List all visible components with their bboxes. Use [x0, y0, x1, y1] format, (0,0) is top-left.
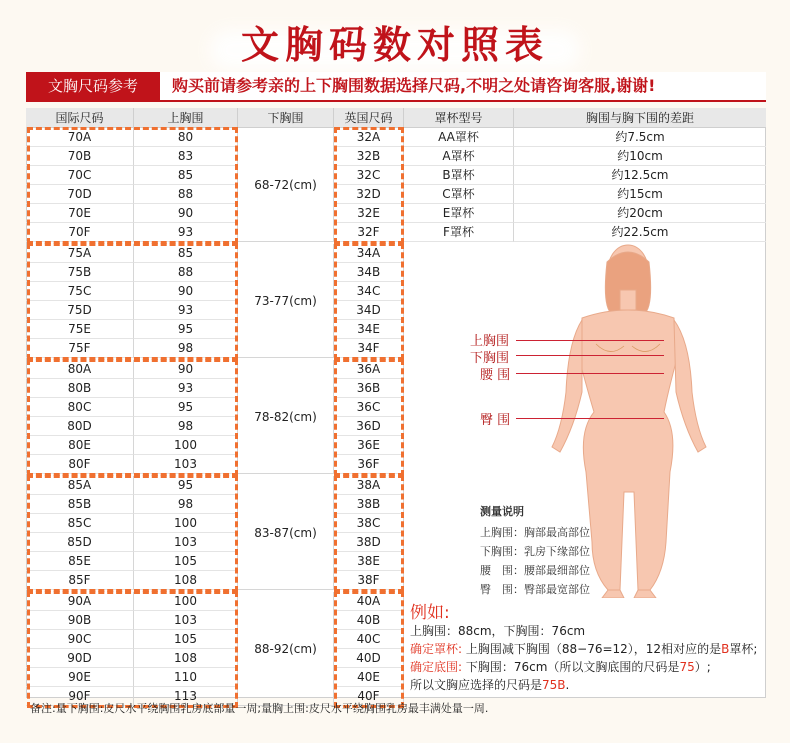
upper-bust-cell: 113	[134, 687, 238, 706]
upper-bust-cell: 85	[134, 244, 238, 263]
intl-size-cell: 85C	[26, 514, 134, 533]
uk-size-cell: 40E	[334, 668, 404, 687]
intl-size-cell: 85A	[26, 476, 134, 495]
cup-type-cell: C罩杯	[404, 185, 514, 204]
upper-bust-line	[516, 340, 664, 341]
example-heading: 例如:	[410, 603, 450, 623]
upper-bust-cell: 100	[134, 436, 238, 455]
uk-size-cell: 32B	[334, 147, 404, 166]
example-line2-cup: B	[721, 642, 730, 656]
upper-bust-cell: 100	[134, 592, 238, 611]
intl-size-cell: 75D	[26, 301, 134, 320]
uk-size-cell: 34A	[334, 244, 404, 263]
example-line2	[410, 640, 757, 657]
under-bust-cell: 88-92(cm)	[238, 592, 334, 706]
upper-bust-cell: 105	[134, 552, 238, 571]
uk-size-cell: 38E	[334, 552, 404, 571]
uk-size-cell: 36D	[334, 417, 404, 436]
upper-bust-cell: 98	[134, 339, 238, 358]
under-bust-label: 下胸围	[470, 351, 510, 366]
example-line4-text: 所以文胸应选择的尺码是	[410, 678, 543, 692]
legend-title: 测量说明	[480, 505, 524, 518]
example-line4-value: 75B	[542, 678, 566, 692]
uk-size-cell: 40F	[334, 687, 404, 706]
uk-size-cell: 34E	[334, 320, 404, 339]
uk-size-cell: 36F	[334, 455, 404, 474]
cup-type-cell: F罩杯	[404, 223, 514, 242]
upper-bust-cell: 95	[134, 398, 238, 417]
under-bust-cell: 83-87(cm)	[238, 476, 334, 590]
upper-bust-cell: 90	[134, 204, 238, 223]
example-line3-value: 75	[679, 660, 695, 674]
uk-size-cell: 36E	[334, 436, 404, 455]
upper-bust-cell: 103	[134, 455, 238, 474]
difference-cell: 约12.5cm	[514, 166, 766, 185]
uk-size-cell: 38A	[334, 476, 404, 495]
uk-size-cell: 34F	[334, 339, 404, 358]
upper-bust-cell: 85	[134, 166, 238, 185]
hip-label: 臀 围	[480, 413, 511, 428]
column-header-intl-size: 国际尺码	[26, 108, 134, 128]
intl-size-cell: 75A	[26, 244, 134, 263]
legend-waist: 腰 围：腰部最细部位	[480, 564, 590, 577]
upper-bust-cell: 110	[134, 668, 238, 687]
upper-bust-cell: 108	[134, 571, 238, 590]
header-tab: 文胸尺码参考	[26, 72, 160, 100]
intl-size-cell: 80C	[26, 398, 134, 417]
uk-size-cell: 32E	[334, 204, 404, 223]
example-line3-tail: ）;	[694, 660, 711, 674]
uk-size-cell: 34C	[334, 282, 404, 301]
difference-cell: 约15cm	[514, 185, 766, 204]
under-bust-cell: 73-77(cm)	[238, 244, 334, 358]
waist-line	[516, 373, 664, 374]
upper-bust-cell: 93	[134, 379, 238, 398]
intl-size-cell: 85E	[26, 552, 134, 571]
intl-size-cell: 80D	[26, 417, 134, 436]
intl-size-cell: 90E	[26, 668, 134, 687]
upper-bust-cell: 95	[134, 320, 238, 339]
column-header-under-bust: 下胸围	[238, 108, 334, 128]
uk-size-cell: 38F	[334, 571, 404, 590]
column-header-upper-bust: 上胸围	[134, 108, 238, 128]
uk-size-cell: 40D	[334, 649, 404, 668]
upper-bust-cell: 90	[134, 282, 238, 301]
upper-bust-cell: 93	[134, 301, 238, 320]
intl-size-cell: 90A	[26, 592, 134, 611]
column-header-difference: 胸围与胸下围的差距	[514, 108, 766, 128]
difference-cell: 约20cm	[514, 204, 766, 223]
example-line2-tail: 罩杯;	[729, 642, 758, 656]
header-note: 购买前请参考亲的上下胸围数据选择尺码,不明之处请咨询客服,谢谢!	[172, 76, 656, 95]
intl-size-cell: 70A	[26, 128, 134, 147]
upper-bust-cell: 88	[134, 263, 238, 282]
page-title: 文胸码数对照表	[240, 22, 549, 67]
under-bust-cell: 78-82(cm)	[238, 360, 334, 474]
intl-size-cell: 70E	[26, 204, 134, 223]
cup-type-cell: AA罩杯	[404, 128, 514, 147]
column-header-cup-type: 罩杯型号	[404, 108, 514, 128]
uk-size-cell: 36A	[334, 360, 404, 379]
example-line3-text: 下胸围：76cm（所以文胸底围的尺码是	[465, 660, 680, 674]
example-line4-tail: .	[565, 678, 570, 692]
uk-size-cell: 32F	[334, 223, 404, 242]
uk-size-cell: 40C	[334, 630, 404, 649]
upper-bust-cell: 108	[134, 649, 238, 668]
intl-size-cell: 85D	[26, 533, 134, 552]
example-line2-label: 确定罩杯:	[410, 642, 463, 656]
intl-size-cell: 75B	[26, 263, 134, 282]
uk-size-cell: 40A	[334, 592, 404, 611]
intl-size-cell: 90D	[26, 649, 134, 668]
uk-size-cell: 32C	[334, 166, 404, 185]
uk-size-cell: 36B	[334, 379, 404, 398]
cup-type-cell: A罩杯	[404, 147, 514, 166]
uk-size-cell: 38C	[334, 514, 404, 533]
upper-bust-cell: 83	[134, 147, 238, 166]
uk-size-cell: 38B	[334, 495, 404, 514]
difference-cell: 约10cm	[514, 147, 766, 166]
under-bust-cell: 68-72(cm)	[238, 128, 334, 242]
upper-bust-cell: 95	[134, 476, 238, 495]
intl-size-cell: 80E	[26, 436, 134, 455]
intl-size-cell: 70D	[26, 185, 134, 204]
example-line1: 上胸围：88cm，下胸围：76cm	[410, 624, 586, 638]
upper-bust-cell: 98	[134, 495, 238, 514]
intl-size-cell: 80F	[26, 455, 134, 474]
intl-size-cell: 90F	[26, 687, 134, 706]
upper-bust-cell: 80	[134, 128, 238, 147]
upper-bust-cell: 90	[134, 360, 238, 379]
waist-label: 腰 围	[480, 368, 511, 383]
hip-line	[516, 418, 664, 419]
upper-bust-cell: 105	[134, 630, 238, 649]
uk-size-cell: 34D	[334, 301, 404, 320]
difference-cell: 约7.5cm	[514, 128, 766, 147]
uk-size-cell: 32A	[334, 128, 404, 147]
uk-size-cell: 34B	[334, 263, 404, 282]
intl-size-cell: 70B	[26, 147, 134, 166]
upper-bust-cell: 93	[134, 223, 238, 242]
legend-upper: 上胸围：胸部最高部位	[480, 526, 590, 539]
upper-bust-cell: 98	[134, 417, 238, 436]
intl-size-cell: 70C	[26, 166, 134, 185]
cup-type-cell: B罩杯	[404, 166, 514, 185]
intl-size-cell: 75C	[26, 282, 134, 301]
uk-size-cell: 36C	[334, 398, 404, 417]
under-bust-line	[516, 355, 664, 356]
intl-size-cell: 80A	[26, 360, 134, 379]
uk-size-cell: 40B	[334, 611, 404, 630]
example-line3-label: 确定底围:	[410, 660, 463, 674]
intl-size-cell: 75F	[26, 339, 134, 358]
intl-size-cell: 85F	[26, 571, 134, 590]
intl-size-cell: 90C	[26, 630, 134, 649]
difference-cell: 约22.5cm	[514, 223, 766, 242]
legend-hip: 臀 围：臀部最宽部位	[480, 583, 590, 596]
legend-under: 下胸围：乳房下缘部位	[480, 545, 590, 558]
upper-bust-cell: 103	[134, 533, 238, 552]
intl-size-cell: 90B	[26, 611, 134, 630]
upper-bust-cell: 88	[134, 185, 238, 204]
upper-bust-label: 上胸围	[470, 334, 510, 349]
example-line3	[410, 658, 711, 675]
footer-note: 备注:量下胸围:皮尺水平绕胸围乳房底部量一周;量胸上围:皮尺水平绕胸围乳房最丰满处量一周.	[30, 702, 489, 715]
column-header-uk-size: 英国尺码	[334, 108, 404, 128]
upper-bust-cell: 100	[134, 514, 238, 533]
intl-size-cell: 70F	[26, 223, 134, 242]
example-line4	[410, 676, 569, 693]
uk-size-cell: 38D	[334, 533, 404, 552]
uk-size-cell: 32D	[334, 185, 404, 204]
intl-size-cell: 85B	[26, 495, 134, 514]
example-line2-text: 上胸围减下胸围（88−76=12），12相对应的是	[465, 642, 722, 656]
upper-bust-cell: 103	[134, 611, 238, 630]
intl-size-cell: 80B	[26, 379, 134, 398]
intl-size-cell: 75E	[26, 320, 134, 339]
cup-type-cell: E罩杯	[404, 204, 514, 223]
